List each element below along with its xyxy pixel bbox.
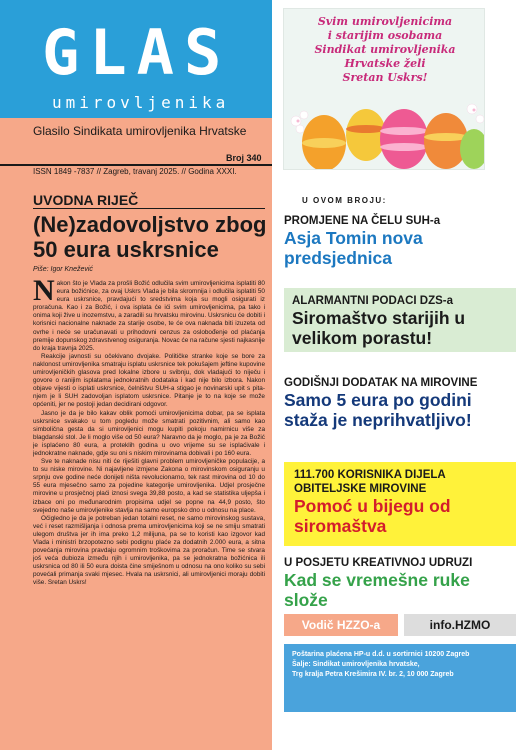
paragraph: Očigledno je da je potreban jedan totalni reset, ne samo mirovinskog sustava, već i reset razmišljanja i odnosa prema umirovljenicima koji se ne smiju smatrati ulegom društva jer ih ima preko 1,2 milijuna, pa se to koristi kao izgovor kad Vlada i ministri brzopotezno sebi podignu plaće za dodatnih 2.000 eura, a sitna povećanja mirovina pravdaju ogromnim troškovima za proračun. Time se stvara još veća dubioza između njih i umirovljenika, pa se jednokratna božićnica ili uskrsnica od 80 ili 50 eura doista čine smiješnom u odnosu na ono koliko su sebi povećali primanja svaki mjesec. Hvala na uskrsnici, ali umirovljenici moraju dobiti više. Sretan Uskrs! [33,514,265,587]
contents-item[interactable] [284,556,516,610]
egg-group [302,109,485,170]
info-hzmo-button[interactable]: info.HZMO [404,614,516,636]
item-kicker: GODIŠNJI DODATAK NA MIROVINE [284,377,478,389]
postage-box: Poštarina plaćena HP-u d.d. u sortirnici 10200 Zagreb Šalje: Sindikat umirovljenika hrvatske, Trg kralja Petra Krešimira IV. br. 2, 10 000 Zagreb [284,644,516,712]
item-kicker: U POSJETU KREATIVNOJ UDRUZI [284,557,473,569]
item-kicker: 111.700 KORISNIKA DIJELA OBITELJSKE MIROVINE [294,469,446,495]
contents-item[interactable] [284,288,516,352]
author-line: Piše: Igor Knežević [33,266,93,273]
issue-number: Broj 340 [226,153,262,163]
paragraph: Reakcije javnosti su očekivano dvojake. Političke stranke koje se bore za naklonost umirovljenika smatraju isplatu uskrsnice tek pokušajem jeftine kupovine umirovljeničkih glasova pred lokalne izbore u svibnju, dok vladajući to niječu i govore o ranijim isplatama jednokratnih dodataka i kad nije bilo izbora. Nakon objave vijesti o isplati uskrsnice, čelništvu SUH-a stigao je novinarski upit s pitanjem je li SUH zadovoljan isplatom uskrsnice. Pitanje je to na koje se može općeniti, jer ne postoji jedan decidirani odgovor. [33,352,265,409]
item-kicker: PROMJENE NA ČELU SUH-a [284,215,441,227]
contents-label: U OVOM BROJU: [302,196,387,205]
masthead [0,0,272,118]
contents-item[interactable] [284,376,516,430]
easter-greeting-text: Svim umirovljenicima i starijim osobama Sindikat umirovljenika Hrvatske želi Sretan Uskrs! [314,15,456,84]
item-kicker: ALARMANTNI PODACI DZS-a [292,295,453,307]
divider [0,164,272,166]
issn-line: ISSN 1849 -7837 // Zagreb, travanj 2025. // Godina XXXI. [33,167,237,176]
contents-item[interactable] [284,462,516,546]
masthead-title: GLAS [42,16,232,89]
paragraph: Jasno je da je bilo kakav oblik pomoći umirovljenicima dobar, pa se isplata uskrsnice svakako u tom pogledu može smatrati pozitivnim, ali samo kao simbolična gesta da si umirovljenici mogu kupiti pokoju namirnicu više za blagdanski stol. Je li moglo više od 50 eura? Naravno da je moglo, pa je za Božić je isplaćeno 80 eura, a proteklih godina u ovo vrijeme su se isplaćivale i jednokratne naknade, gdje su oni s niskim mirovinama dobivali i po 160 eura. [33,409,265,457]
item-title: Samo 5 eura po godini staža je neprihvatljivo! [284,390,472,430]
masthead-subtitle: umirovljenika [52,93,230,112]
item-title: Kad se vremešne ruke slože [284,570,470,610]
paragraph: Sve te naknade nisu niti će riješiti glavni problem umirovljeničke populacije, a to su niske mirovine. Ni najavljene izmjene Zakona o mirovinskom osiguranju u srpnju ove godine neće donijeti ništa revolucionarno, tek rast mirovina od 10 do 55 eura mjesečno samo za pojedine kategorije umirovljenika. Udjel prosječne mirovine u prosječnoj plaći iznosi svega 39,88 posto, a kad se statistika uljepša i izbace oni po međunarodnim propisima udjel se popne na 44,9 posto, što svejedno naše umirovljenike stavlja na samo europsko dno u odnosu na place. [33,458,265,514]
vodic-hzzo-button[interactable]: Vodič HZZO-a [284,614,398,636]
tagline: Glasilo Sindikata umirovljenika Hrvatske [33,124,247,138]
dropcap: N [33,280,55,307]
easter-greeting-image [283,8,485,170]
contents-item[interactable] [284,214,516,268]
divider [33,208,265,209]
item-title: Asja Tomin nova predsjednica [284,228,423,268]
editorial-title: (Ne)zadovoljstvo zbog 50 eura uskrsnice [33,212,267,262]
editorial-body [33,280,265,745]
item-title: Siromaštvo starijih u velikom porastu! [292,308,466,348]
section-label: UVODNA RIJEČ [33,192,139,208]
item-title: Pomoć u bijegu od siromaštva [294,496,451,536]
paragraph: Nakon što je Vlada za prošli Božić odlučila svim umirovljenicima isplatiti 80 eura božićnice, za ovaj Uskrs Vlada je bila skromnija i odlučila isplatiti 50 eura uskrsnice, pravdajući to sredstvima koja su mogli osigurati iz proračuna. Kao i za Božić, i ova isplata će ići svim umirovljenicima, pa tako i onima koji žive u inozemstvu, a zaradili su hrvatsku mirovinu. Uskrsnicu će dobiti i korisnici nacionalne naknade za starije osobe, te će ova naknada biti izuzeta od ovrhe i neće se uračunavati u prihodovni cenzus za oslobođenje od plaćanja premije dopunskog zdravstvenog osiguranja. Novac će na račune sjesti najkasnije do kraja travnja 2025. [33,280,265,352]
